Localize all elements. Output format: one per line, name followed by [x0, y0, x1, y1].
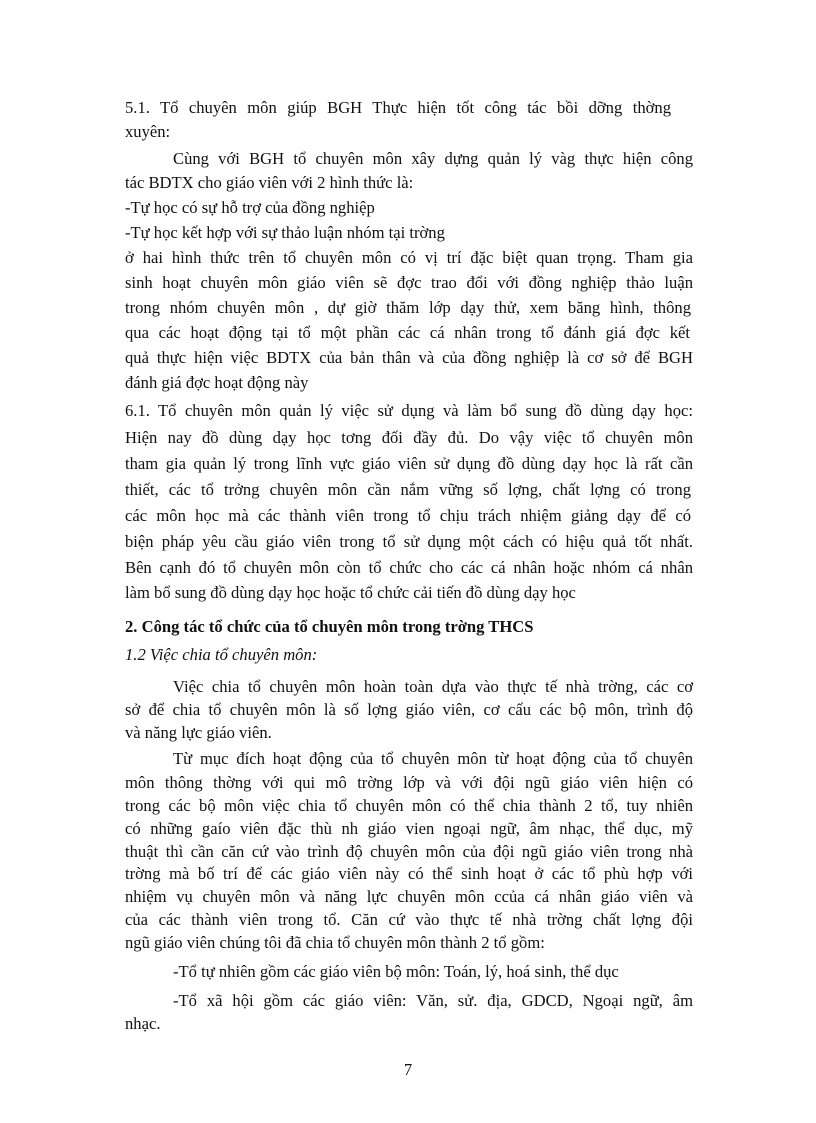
section-2-para2-line-1: Từ mục đích hoạt động của tổ chuyên môn từ hoạt động của tổ chuyên [173, 749, 693, 768]
group-social-line-1: -Tổ xã hội gồm các giáo viên: Văn, sử. địa, GDCD, Ngoại ngữ, âm [173, 991, 693, 1010]
group-social-line-2: nhạc. [125, 1014, 161, 1033]
section-2-para2-line-9: ngũ giáo viên chúng tôi đã chia tổ chuyên môn thành 2 tổ gồm: [125, 933, 545, 952]
section-6-1-line-1: 6.1. Tổ chuyên môn quản lý việc sử dụng và làm bổ sung đồ dùng dạy học: [125, 401, 693, 420]
section-6-1-line-3: tham gia quản lý trong lĩnh vực giáo viên sử dụng đồ dùng dạy học là rất cần [125, 454, 693, 473]
section-5-1-after-line-1: ở hai hình thức trên tổ chuyên môn có vị trí đặc biệt quan trọng. Tham gia [125, 248, 693, 267]
section-6-1-line-8: làm bổ sung đồ dùng dạy học hoặc tổ chức cải tiến đồ dùng dạy học [125, 583, 576, 602]
section-6-1-line-5: các môn học mà các thành viên trong tổ chịu trách nhiệm giảng dạy để có [125, 506, 691, 525]
section-6-1-line-4: thiết, các tổ trởng chuyên môn cần nắm vững số lợng, chất lợng có trong [125, 480, 691, 499]
section-2-para1-line-1: Việc chia tổ chuyên môn hoàn toàn dựa vào thực tế nhà trờng, các cơ [173, 677, 693, 696]
section-2-para2-line-4: có những gaío viên đặc thù nh giáo vien ngoại ngữ, âm nhạc, thể dục, mỹ [125, 819, 693, 838]
section-2-para1-line-2: sở để chia tổ chuyên môn là số lợng giáo viên, cơ cấu các bộ môn, trình độ [125, 700, 693, 719]
section-5-1-heading-line-2: xuyên: [125, 122, 171, 141]
list-item: -Tự học kết hợp với sự thảo luận nhóm tại trờng [125, 223, 445, 242]
section-5-1-after-line-3: trong nhóm chuyên môn , dự giờ thăm lớp dạy thử, xem băng hình, thông [125, 298, 691, 317]
section-5-1-para-line-1: Cùng với BGH tổ chuyên môn xây dựng quản lý vàg thực hiện công [173, 149, 693, 168]
list-item: -Tự học có sự hỗ trợ của đồng nghiệp [125, 198, 375, 217]
section-5-1-after-line-5: quả thực hiện việc BDTX của bản thân và của đồng nghiệp là cơ sở để BGH [125, 348, 693, 367]
page-number: 7 [403, 1060, 413, 1079]
section-2-para2-line-7: nhiệm vụ chuyên môn và năng lực chuyên môn ccủa cá nhân giáo viên và [125, 887, 693, 906]
section-6-1-line-6: biện pháp yêu cầu giáo viên trong tổ sử dụng một cách có hiệu quả tốt nhất. [125, 532, 693, 551]
section-2-subheading: 1.2 Việc chia tổ chuyên môn: [125, 645, 318, 664]
section-5-1-after-line-4: qua các hoạt động tại tổ một phần các cá nhân trong tổ đánh giá đợc kết [125, 323, 690, 342]
section-5-1-para-line-2: tác BDTX cho giáo viên với 2 hình thức là: [125, 173, 414, 192]
section-6-1-line-2: Hiện nay đồ dùng dạy học tơng đối đầy đủ. Do vậy việc tổ chuyên môn [125, 428, 693, 447]
section-2-para2-line-2: môn thông thờng với qui mô trờng lớp và với đội ngũ giáo viên hiện có [125, 773, 693, 792]
section-2-para1-line-3: và năng lực giáo viên. [125, 723, 272, 742]
group-natural: -Tổ tự nhiên gồm các giáo viên bộ môn: Toán, lý, hoá sinh, thể dục [173, 962, 619, 981]
section-2-para2-line-8: của các thành viên trong tổ. Căn cứ vào thực tế nhà trờng chất lợng đội [125, 910, 693, 929]
section-2-para2-line-5: thuật thì cần căn cứ vào trình độ chuyên môn của đội ngũ giáo viên trong nhà [125, 842, 693, 861]
section-2-heading: 2. Công tác tổ chức của tổ chuyên môn trong trờng THCS [125, 617, 534, 636]
section-5-1-heading-line-1: 5.1. Tổ chuyên môn giúp BGH Thực hiện tốt công tác bồi dỡng thờng [125, 98, 671, 117]
section-6-1-line-7: Bên cạnh đó tổ chuyên môn còn tổ chức cho các cá nhân hoặc nhóm cá nhân [125, 558, 693, 577]
section-2-para2-line-3: trong các bộ môn việc chia tổ chuyên môn có thể chia thành 2 tổ, tuy nhiên [125, 796, 693, 815]
section-5-1-after-line-2: sinh hoạt chuyên môn giáo viên sẽ đợc trao đổi với đồng nghiệp thảo luận [125, 273, 693, 292]
section-2-para2-line-6: trờng mà bố trí để các giáo viên này có thể sinh hoạt ở các tổ phù hợp với [125, 864, 693, 883]
section-5-1-after-line-6: đánh giá đợc hoạt động này [125, 373, 309, 392]
